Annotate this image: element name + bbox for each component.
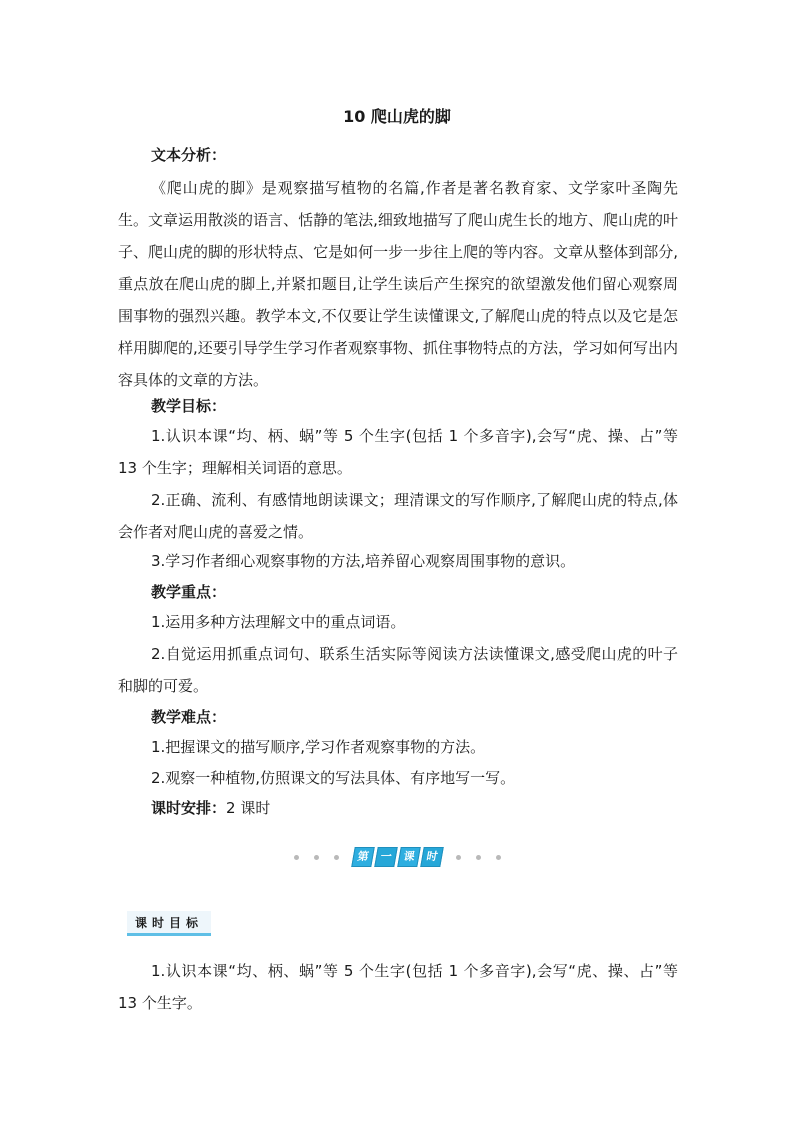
- key-point-item: 2.自觉运用抓重点词句、联系生活实际等阅读方法读懂课文,感受爬山虎的叶子和脚的可爱。: [118, 645, 678, 695]
- page-title: 10 爬山虎的脚: [343, 107, 451, 126]
- schedule-value: 2 课时: [226, 799, 271, 817]
- banner-dots-right: [456, 855, 501, 860]
- banner-char: 时: [420, 847, 444, 867]
- key-point-item: 1.运用多种方法理解文中的重点词语。: [151, 613, 406, 631]
- banner-label: [353, 847, 442, 867]
- banner-dot: [456, 855, 461, 860]
- teaching-goal-item: 3.学习作者细心观察事物的方法,培养留心观察周围事物的意识。: [151, 552, 576, 570]
- teaching-goals-heading: 教学目标：: [151, 397, 227, 415]
- difficulty-item: 2.观察一种植物,仿照课文的写法具体、有序地写一写。: [151, 769, 516, 787]
- lesson-section-banner: [0, 843, 794, 871]
- text-analysis-paragraph: 《爬山虎的脚》是观察描写植物的名篇,作者是著名教育家、文学家叶圣陶先生。文章运用散淡的语言、恬静的笔法,细致地描写了爬山虎生长的地方、爬山虎的叶子、爬山虎的脚的形状特点、它是如何一步一步往上爬的等内容。文章从整体到部分,重点放在爬山虎的脚上,并紧扣题目,让学生读后产生探究的欲望激发他们留心观察周围事物的强烈兴趣。教学本文,不仅要让学生读懂课文,了解爬山虎的特点以及它是怎样用脚爬的,还要引导学生学习作者观察事物、抓住事物特点的方法，学习如何写出内容具体的文章的方法。: [118, 179, 678, 389]
- schedule-line: [151, 797, 270, 819]
- banner-char: 第: [351, 847, 375, 867]
- banner-dot: [334, 855, 339, 860]
- banner-char: 课: [397, 847, 421, 867]
- banner-dot: [294, 855, 299, 860]
- lesson-goal-tag-label: 课时目标: [134, 915, 203, 930]
- banner-dots-left: [294, 855, 339, 860]
- teaching-goal-item: 2.正确、流利、有感情地朗读课文；理清课文的写作顺序,了解爬山虎的特点,体会作者对爬山虎的喜爱之情。: [118, 491, 678, 541]
- lesson-goal-tag: [127, 911, 211, 936]
- banner-dot: [314, 855, 319, 860]
- schedule-label: 课时安排：: [151, 799, 227, 817]
- difficulties-heading: 教学难点：: [151, 708, 227, 726]
- difficulty-item: 1.把握课文的描写顺序,学习作者观察事物的方法。: [151, 738, 486, 756]
- lesson-goal-paragraph: 1.认识本课“均、柄、蜗”等 5 个生字(包括 1 个多音字),会写“虎、操、占”等 13 个生字。: [118, 962, 678, 1012]
- key-points-heading: 教学重点：: [151, 583, 227, 601]
- text-analysis-heading: 文本分析：: [151, 146, 227, 164]
- banner-dot: [496, 855, 501, 860]
- banner-dot: [476, 855, 481, 860]
- banner-char: 一: [374, 847, 398, 867]
- teaching-goal-item: 1.认识本课“均、柄、蜗”等 5 个生字(包括 1 个多音字),会写“虎、操、占”等 13 个生字；理解相关词语的意思。: [118, 427, 678, 477]
